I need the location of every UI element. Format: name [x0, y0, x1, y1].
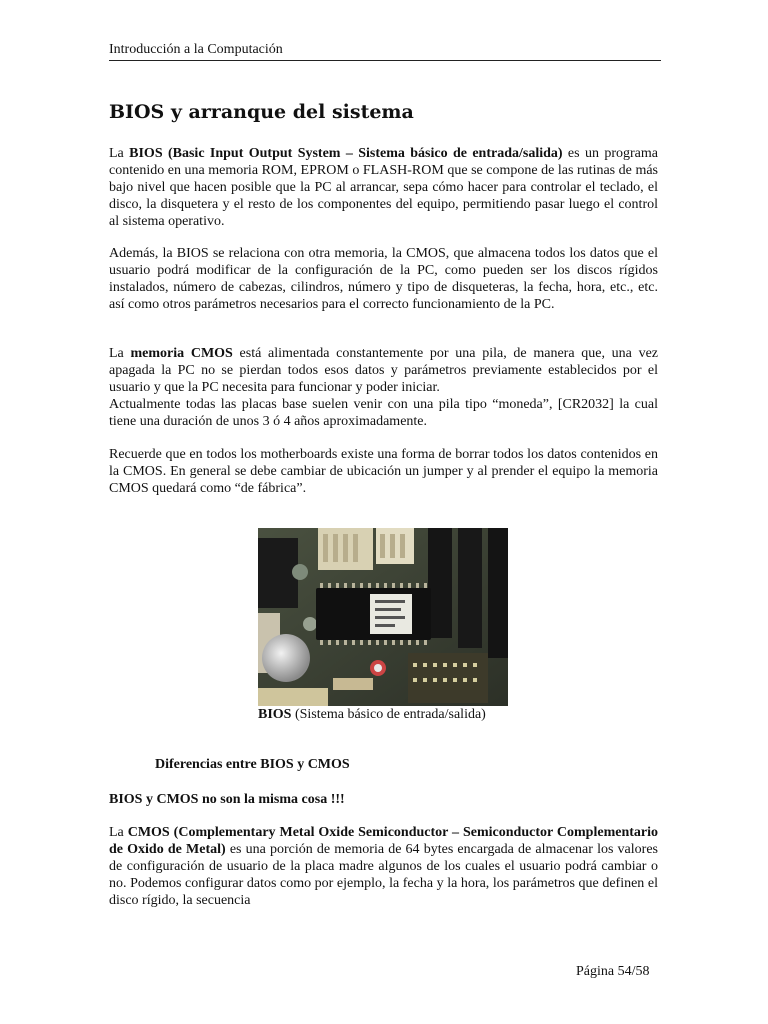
p1-bold-term: BIOS (Basic Input Output System – Sistema básico de entrada/salida): [129, 146, 563, 161]
subheading-differences: Diferencias entre BIOS y CMOS: [155, 757, 350, 772]
page-number: Página 54/58: [576, 964, 650, 979]
paragraph-bios-definition: [109, 145, 658, 230]
p5-lead: La: [109, 825, 128, 840]
paragraph-cmos-definition: [109, 824, 658, 909]
p5-body: es una porción de memoria de 64 bytes encargada de almacenar los valores de configuración de usuario de la placa madre algunos de los cuales el usuario podrá cambiar o no. Podemos configurar datos como por ejemplo, la fecha y la hora, los parámetros que definen el disco rígido, la secuencia: [109, 842, 658, 908]
running-header: Introducción a la Computación: [109, 42, 661, 61]
paragraph-cmos-reset: Recuerde que en todos los motherboards existe una forma de borrar todos los datos contenidos en la CMOS. En general se debe cambiar de ubicación un jumper y al prender el equipo la memoria CMOS quedará como “de fábrica”.: [109, 447, 658, 496]
p3-lead: La: [109, 346, 131, 361]
caption-bold: BIOS: [258, 707, 292, 722]
p3-body: está alimentada constantemente por una pila, de manera que, una vez apagada la PC no se pierdan todos esos datos y parámetros previamente establecidos por el usuario y que la PC necesita para funcionar y poder iniciar.: [109, 346, 659, 395]
figure-caption: [258, 707, 518, 723]
p3-battery-line: Actualmente todas las placas base suelen venir con una pila tipo “moneda”, [CR2032] la cual tiene una duración de unos 3 ó 4 años aproximadamente.: [109, 397, 658, 429]
section-title: BIOS y arranque del sistema: [109, 101, 414, 123]
p1-lead: La: [109, 146, 130, 161]
motherboard-illustration: [258, 528, 508, 706]
p3-bold-term: memoria CMOS: [130, 346, 233, 361]
subheading-not-same: BIOS y CMOS no son la misma cosa !!!: [109, 792, 345, 807]
p1-body: es un programa contenido en una memoria ROM, EPROM o FLASH-ROM que se compone de las rutinas de más bajo nivel que hacen posible que la PC al arrancar, sepa cómo hacer para controlar el teclado, el disco, la disquetera y el resto de los componentes del equipo, permitiendo pasar luego el control al sistema operativo.: [109, 146, 658, 229]
caption-rest: (Sistema básico de entrada/salida): [291, 707, 486, 722]
p5-bold-term: CMOS (Complementary Metal Oxide Semiconductor – Semiconductor Complementario de Oxido de Metal): [109, 825, 658, 857]
paragraph-bios-cmos-relation: Además, la BIOS se relaciona con otra memoria, la CMOS, que almacena todos los datos que el usuario podrá modificar de la configuración de la PC, como pueden ser los discos rígidos instalados, número de cabezas, cilindros, número y tipo de disqueteras, la fecha, hora, etc., etc. así como otros parámetros necesarios para el correcto funcionamiento de la PC.: [109, 246, 658, 312]
bios-chip-photo: [258, 528, 508, 706]
paragraph-cmos-memory: [109, 345, 658, 430]
